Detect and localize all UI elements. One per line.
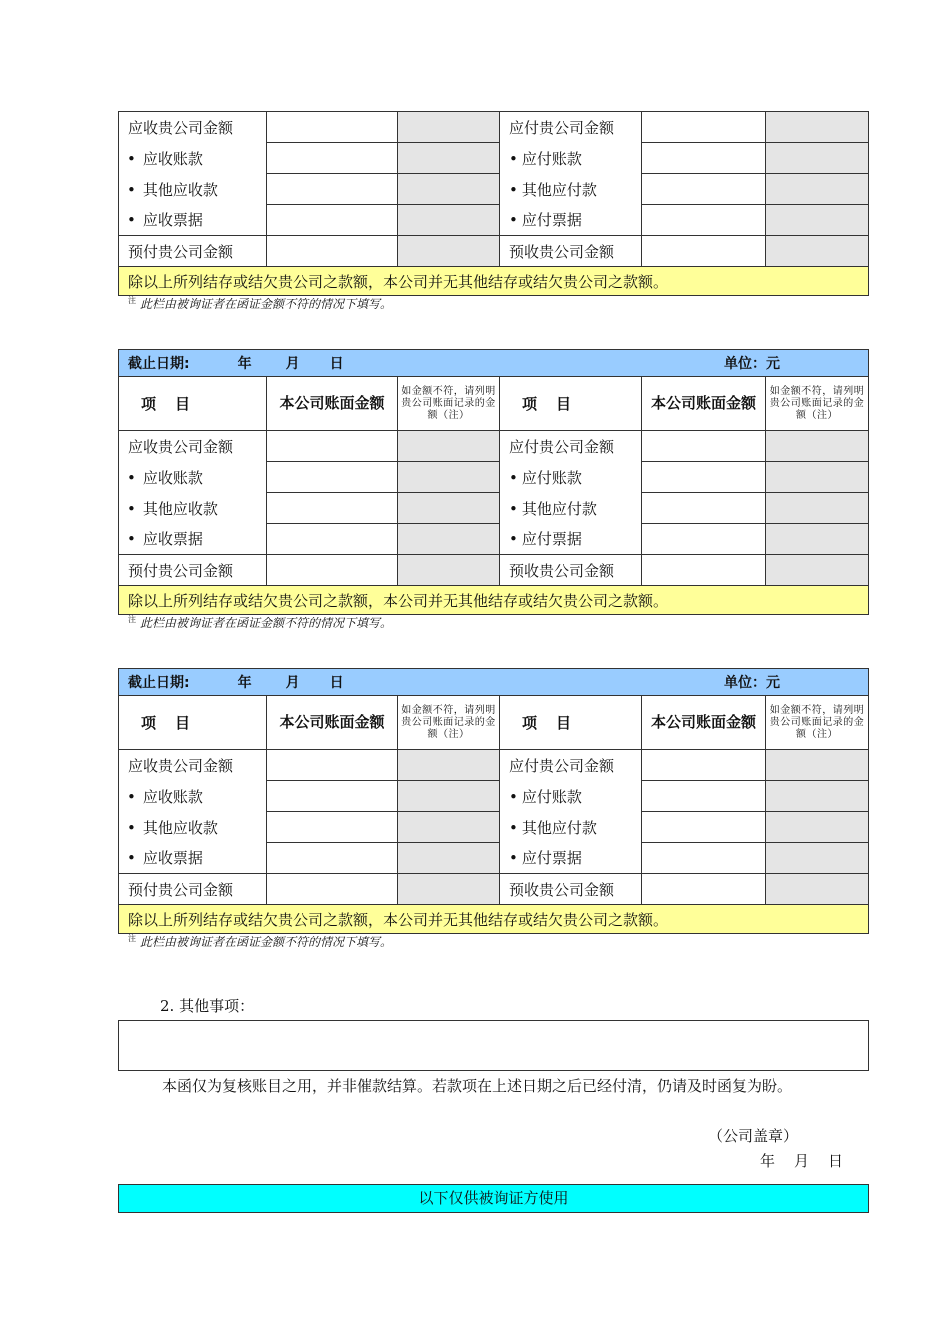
diff-amount-cell[interactable]: [766, 112, 869, 143]
respondent-section-banner: 以下仅供被询证方使用: [118, 1184, 869, 1213]
receivable-item: • 应收账款: [119, 781, 267, 812]
prepaid-label: 预付贵公司金额: [119, 555, 267, 586]
book-amount-cell[interactable]: [267, 750, 398, 781]
diff-amount-cell[interactable]: [766, 524, 869, 555]
payable-item: • 应付票据: [500, 843, 642, 874]
column-item: 项 目: [500, 696, 642, 750]
payable-title: 应付贵公司金额: [500, 750, 642, 781]
book-amount-cell[interactable]: [642, 236, 766, 267]
footnote-text: 此栏由被询证者在函证金额不符的情况下填写。: [140, 297, 393, 311]
book-amount-cell[interactable]: [267, 236, 398, 267]
unit-label: 单位：元: [724, 675, 781, 691]
book-amount-cell[interactable]: [642, 555, 766, 586]
diff-amount-cell[interactable]: [398, 462, 500, 493]
receivable-item: • 应收票据: [119, 843, 267, 874]
book-amount-cell[interactable]: [267, 781, 398, 812]
column-diff-amount: 如金额不符，请列明贵公司账面记录的金额（注）: [766, 377, 869, 431]
diff-amount-cell[interactable]: [398, 843, 500, 874]
book-amount-cell[interactable]: [267, 843, 398, 874]
footnote-mark: 注: [128, 934, 136, 943]
footnote-text: 此栏由被询证者在函证金额不符的情况下填写。: [140, 616, 393, 630]
advance-received-label: 预收贵公司金额: [500, 874, 642, 905]
diff-amount-cell[interactable]: [766, 236, 869, 267]
payable-item: • 应付账款: [500, 462, 642, 493]
diff-amount-cell[interactable]: [766, 174, 869, 205]
sign-date: 年 月 日: [760, 1152, 846, 1170]
diff-amount-cell[interactable]: [766, 781, 869, 812]
payable-item: • 应付账款: [500, 143, 642, 174]
column-item: 项 目: [119, 377, 267, 431]
prepaid-label: 预付贵公司金额: [119, 236, 267, 267]
no-other-balance-note: 除以上所列结存或结欠贵公司之款额，本公司并无其他结存或结欠贵公司之款额。: [119, 586, 869, 615]
diff-amount-cell[interactable]: [766, 493, 869, 524]
month-label: 月: [285, 356, 300, 372]
book-amount-cell[interactable]: [642, 524, 766, 555]
diff-amount-cell[interactable]: [398, 812, 500, 843]
book-amount-cell[interactable]: [642, 750, 766, 781]
receivable-item: • 其他应收款: [119, 493, 267, 524]
book-amount-cell[interactable]: [267, 555, 398, 586]
table-header-bar: [119, 350, 869, 377]
payable-title: 应付贵公司金额: [500, 431, 642, 462]
diff-amount-cell[interactable]: [398, 493, 500, 524]
book-amount-cell[interactable]: [267, 205, 398, 236]
diff-amount-cell[interactable]: [766, 874, 869, 905]
diff-amount-cell[interactable]: [766, 555, 869, 586]
table-footnote: [128, 614, 392, 631]
receivable-title: 应收贵公司金额: [119, 112, 267, 143]
diff-amount-cell[interactable]: [398, 112, 500, 143]
book-amount-cell[interactable]: [267, 524, 398, 555]
payable-item: • 应付账款: [500, 781, 642, 812]
book-amount-cell[interactable]: [642, 843, 766, 874]
diff-amount-cell[interactable]: [766, 205, 869, 236]
receivable-title: 应收贵公司金额: [119, 750, 267, 781]
prepaid-label: 预付贵公司金额: [119, 874, 267, 905]
book-amount-cell[interactable]: [642, 493, 766, 524]
diff-amount-cell[interactable]: [398, 874, 500, 905]
book-amount-cell[interactable]: [642, 174, 766, 205]
table-footnote: [128, 933, 392, 950]
book-amount-cell[interactable]: [267, 493, 398, 524]
diff-amount-cell[interactable]: [766, 750, 869, 781]
receivable-item: • 应收票据: [119, 524, 267, 555]
diff-amount-cell[interactable]: [398, 431, 500, 462]
no-other-balance-note: 除以上所列结存或结欠贵公司之款额，本公司并无其他结存或结欠贵公司之款额。: [119, 905, 869, 934]
other-matters-label: 2. 其他事项：: [160, 997, 255, 1015]
confirmation-table-2: [118, 349, 869, 615]
column-item: 项 目: [119, 696, 267, 750]
payable-title: 应付贵公司金额: [500, 112, 642, 143]
year-label: 年: [237, 356, 252, 372]
unit-label: 单位：元: [724, 356, 781, 372]
column-book-amount: 本公司账面金额: [642, 696, 766, 750]
column-diff-amount: 如金额不符，请列明贵公司账面记录的金额（注）: [766, 696, 869, 750]
diff-amount-cell[interactable]: [398, 524, 500, 555]
book-amount-cell[interactable]: [642, 874, 766, 905]
book-amount-cell[interactable]: [267, 174, 398, 205]
book-amount-cell[interactable]: [267, 112, 398, 143]
other-matters-field[interactable]: [118, 1020, 869, 1071]
diff-amount-cell[interactable]: [398, 750, 500, 781]
confirmation-table-1: [118, 111, 869, 296]
diff-amount-cell[interactable]: [766, 843, 869, 874]
column-book-amount: 本公司账面金额: [267, 377, 398, 431]
diff-amount-cell[interactable]: [766, 431, 869, 462]
payable-item: • 其他应付款: [500, 174, 642, 205]
receivable-title: 应收贵公司金额: [119, 431, 267, 462]
payable-item: • 应付票据: [500, 205, 642, 236]
statement-text: 本函仅为复核账目之用，并非催款结算。若款项在上述日期之后已经付清，仍请及时函复为盼。: [162, 1077, 793, 1095]
month-label: 月: [285, 675, 300, 691]
book-amount-cell[interactable]: [642, 462, 766, 493]
footnote-mark: 注: [128, 296, 136, 305]
diff-amount-cell[interactable]: [398, 236, 500, 267]
book-amount-cell[interactable]: [642, 781, 766, 812]
book-amount-cell[interactable]: [267, 143, 398, 174]
column-diff-amount: 如金额不符，请列明贵公司账面记录的金额（注）: [398, 696, 500, 750]
book-amount-cell[interactable]: [642, 431, 766, 462]
book-amount-cell[interactable]: [267, 812, 398, 843]
payable-item: • 其他应付款: [500, 812, 642, 843]
footnote-mark: 注: [128, 615, 136, 624]
book-amount-cell[interactable]: [642, 112, 766, 143]
column-item: 项 目: [500, 377, 642, 431]
day-label: 日: [329, 356, 344, 372]
diff-amount-cell[interactable]: [398, 555, 500, 586]
diff-amount-cell[interactable]: [398, 781, 500, 812]
cutoff-date-label: 截止日期:: [128, 356, 190, 372]
table-header-bar: [119, 669, 869, 696]
book-amount-cell[interactable]: [642, 205, 766, 236]
receivable-item: • 应收账款: [119, 462, 267, 493]
receivable-item: • 应收账款: [119, 143, 267, 174]
book-amount-cell[interactable]: [267, 431, 398, 462]
day-label: 日: [329, 675, 344, 691]
diff-amount-cell[interactable]: [766, 812, 869, 843]
table-footnote: [128, 295, 392, 312]
diff-amount-cell[interactable]: [398, 143, 500, 174]
confirmation-table-3: [118, 668, 869, 934]
receivable-item: • 其他应收款: [119, 812, 267, 843]
book-amount-cell[interactable]: [642, 812, 766, 843]
book-amount-cell[interactable]: [642, 143, 766, 174]
diff-amount-cell[interactable]: [766, 462, 869, 493]
book-amount-cell[interactable]: [267, 874, 398, 905]
payable-item: • 应付票据: [500, 524, 642, 555]
payable-item: • 其他应付款: [500, 493, 642, 524]
column-diff-amount: 如金额不符，请列明贵公司账面记录的金额（注）: [398, 377, 500, 431]
receivable-item: • 其他应收款: [119, 174, 267, 205]
diff-amount-cell[interactable]: [398, 174, 500, 205]
year-label: 年: [237, 675, 252, 691]
advance-received-label: 预收贵公司金额: [500, 555, 642, 586]
footnote-text: 此栏由被询证者在函证金额不符的情况下填写。: [140, 935, 393, 949]
diff-amount-cell[interactable]: [398, 205, 500, 236]
column-book-amount: 本公司账面金额: [642, 377, 766, 431]
company-seal-label: （公司盖章）: [708, 1127, 799, 1145]
column-book-amount: 本公司账面金额: [267, 696, 398, 750]
diff-amount-cell[interactable]: [766, 143, 869, 174]
book-amount-cell[interactable]: [267, 462, 398, 493]
no-other-balance-note: 除以上所列结存或结欠贵公司之款额，本公司并无其他结存或结欠贵公司之款额。: [119, 267, 869, 296]
cutoff-date-label: 截止日期:: [128, 675, 190, 691]
receivable-item: • 应收票据: [119, 205, 267, 236]
advance-received-label: 预收贵公司金额: [500, 236, 642, 267]
